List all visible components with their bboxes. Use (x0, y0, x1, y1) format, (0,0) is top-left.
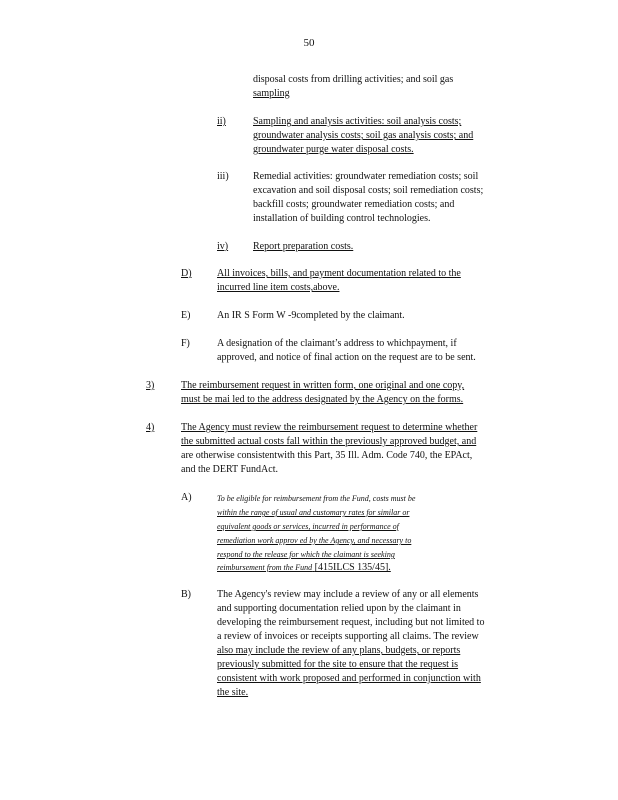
item-4b-marker: B) (181, 589, 191, 600)
item-4a-line-2: within the range of usual and customary rates for similar or (217, 508, 410, 517)
item-i-line-2: sampling (253, 88, 290, 99)
item-4a-marker: A) (181, 492, 192, 503)
item-ii-marker: ii) (217, 116, 226, 127)
item-4a-line-1: To be eligible for reimbursement from the Fund, costs must be (217, 494, 416, 503)
item-4a-line-6-text: reimbursement from the Fund (217, 563, 313, 572)
statute-citation: [415ILCS 135/45]. (314, 562, 391, 573)
item-iii-line-1: Remedial activities: groundwater remediation costs; soil (253, 171, 479, 182)
item-4a-line-6 (217, 561, 391, 575)
item-4b-line-1: The Agency's review may include a review of any or all elements (217, 589, 479, 600)
item-ii-line-3: groundwater purge water disposal costs. (253, 144, 414, 155)
item-f-line-2: approved, and notice of final action on the request are to be sent. (217, 352, 476, 363)
item-iv-text: Report preparation costs. (253, 241, 354, 252)
item-4-marker: 4) (146, 422, 155, 433)
item-f-line-1: A designation of the claimant’s address to whichpayment, if (217, 338, 457, 349)
item-4-line-1: The Agency must review the reimbursement request to determine whether (181, 422, 478, 433)
item-e-marker: E) (181, 310, 191, 321)
item-i-line-1: disposal costs from drilling activities; and soil gas (253, 74, 454, 85)
item-d-line-1: All invoices, bills, and payment documentation related to the (217, 268, 461, 279)
item-iii-line-3: backfill costs; groundwater remediation costs; and (253, 199, 455, 210)
item-4-line-2: the submitted actual costs fall within the previously approved budget, and (181, 436, 477, 447)
item-ii-line-2: groundwater analysis costs; soil gas analysis costs; and (253, 130, 474, 141)
item-4a-line-3: equivalent goods or services, incurred in performance of (217, 522, 399, 531)
item-3-line-2: must be mai led to the address designated by the Agency on the forms. (181, 394, 464, 405)
item-4-line-3: are otherwise consistentwith this Part, 35 Ill. Adm. Code 740, the EPAct, (181, 450, 473, 461)
item-4b-line-7: consistent with work proposed and performed in conjunction with (217, 673, 481, 684)
item-4a-line-4: remediation work approv ed by the Agency, and necessary to (217, 536, 412, 545)
item-iii-marker: iii) (217, 171, 229, 182)
item-e-text: An IR S Form W -9completed by the claimant. (217, 310, 405, 321)
item-iv-marker: iv) (217, 241, 229, 252)
page-number: 50 (303, 37, 315, 49)
item-4-line-4: and the DERT FundAct. (181, 464, 278, 475)
item-4b-line-8: the site. (217, 687, 249, 698)
item-ii-line-1: Sampling and analysis activities: soil analysis costs; (253, 116, 462, 127)
item-d-line-2: incurred line item costs,above. (217, 282, 340, 293)
item-3-line-1: The reimbursement request in written form, one original and one copy, (181, 380, 465, 391)
item-d-marker: D) (181, 268, 192, 279)
item-iii-line-4: installation of building control technologies. (253, 213, 431, 224)
item-iii-line-2: excavation and soil disposal costs; soil remediation costs; (253, 185, 484, 196)
item-3-marker: 3) (146, 380, 155, 391)
item-4b-line-5: also may include the review of any plans, budgets, or reports (217, 645, 461, 656)
item-4b-line-4: a review of invoices or receipts supporting all claims. The review (217, 631, 479, 642)
item-4b-line-6: previously submitted for the site to ensure that the request is (217, 659, 459, 670)
item-f-marker: F) (181, 338, 190, 349)
item-4a-line-5: respond to the release for which the claimant is seeking (217, 550, 395, 559)
item-4b-line-3: developing the reimbursement request, including but not limited to (217, 617, 485, 628)
item-4b-line-2: and supporting documentation relied upon by the claimant in (217, 603, 461, 614)
